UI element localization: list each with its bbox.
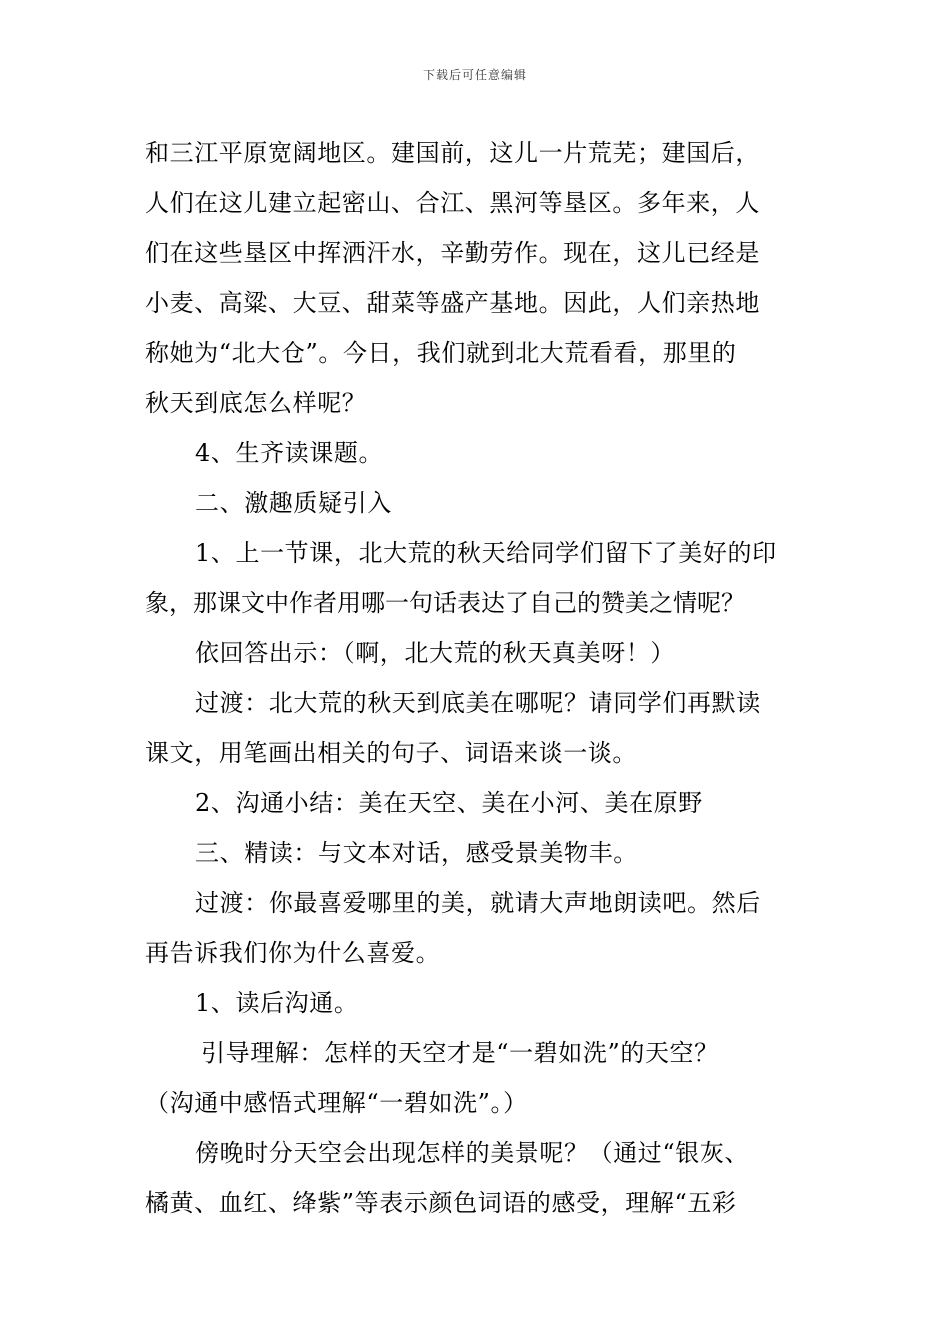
paragraph-line: 小麦、高粱、大豆、甜菜等盛产基地。因此，人们亲热地 xyxy=(145,289,760,317)
paragraph-line: 过渡：你最喜爱哪里的美，就请大声地朗读吧。然后 xyxy=(195,889,761,917)
paragraph-line: 4、生齐读课题。 xyxy=(195,439,384,467)
section-heading: 二、激趣质疑引入 xyxy=(195,489,392,517)
paragraph-line: 依回答出示：（啊，北大荒的秋天真美呀！） xyxy=(195,639,675,667)
paragraph-line: 称她为“北大仓”。今日，我们就到北大荒看看，那里的 xyxy=(145,339,737,367)
document-body xyxy=(145,128,810,1228)
paragraph-line: 再告诉我们你为什么喜爱。 xyxy=(145,939,441,967)
paragraph-line: 1、读后沟通。 xyxy=(195,989,359,1017)
page-header: 下载后可任意编辑 xyxy=(422,68,527,82)
paragraph-line: 橘黄、血红、绛紫”等表示颜色词语的感受，理解“五彩 xyxy=(145,1189,737,1217)
paragraph-line: 傍晚时分天空会出现怎样的美景呢？（通过“银灰、 xyxy=(195,1139,750,1167)
paragraph-line: 课文，用笔画出相关的句子、词语来谈一谈。 xyxy=(145,739,637,767)
paragraph-line: 2、沟通小结：美在天空、美在小河、美在原野 xyxy=(195,789,703,817)
paragraph-line: 引导理解：怎样的天空才是“一碧如洗”的天空？ xyxy=(201,1039,719,1067)
paragraph-line: 们在这些垦区中挥洒汗水，辛勤劳作。现在，这儿已经是 xyxy=(145,239,760,267)
paragraph-line: （沟通中感悟式理解“一碧如洗”。） xyxy=(145,1089,528,1117)
paragraph-line: 象，那课文中作者用哪一句话表达了自己的赞美之情呢？ xyxy=(145,589,745,617)
section-heading: 三、精读：与文本对话，感受景美物丰。 xyxy=(195,839,638,867)
paragraph-line: 秋天到底怎么样呢？ xyxy=(145,389,367,417)
paragraph-line: 过渡：北大荒的秋天到底美在哪呢？请同学们再默读 xyxy=(195,689,761,717)
paragraph-line: 和三江平原宽阔地区。建国前，这儿一片荒芜；建国后， xyxy=(145,139,760,167)
paragraph-line: 人们在这儿建立起密山、合江、黑河等垦区。多年来，人 xyxy=(145,189,760,217)
paragraph-line: 1、上一节课，北大荒的秋天给同学们留下了美好的印 xyxy=(195,539,777,567)
